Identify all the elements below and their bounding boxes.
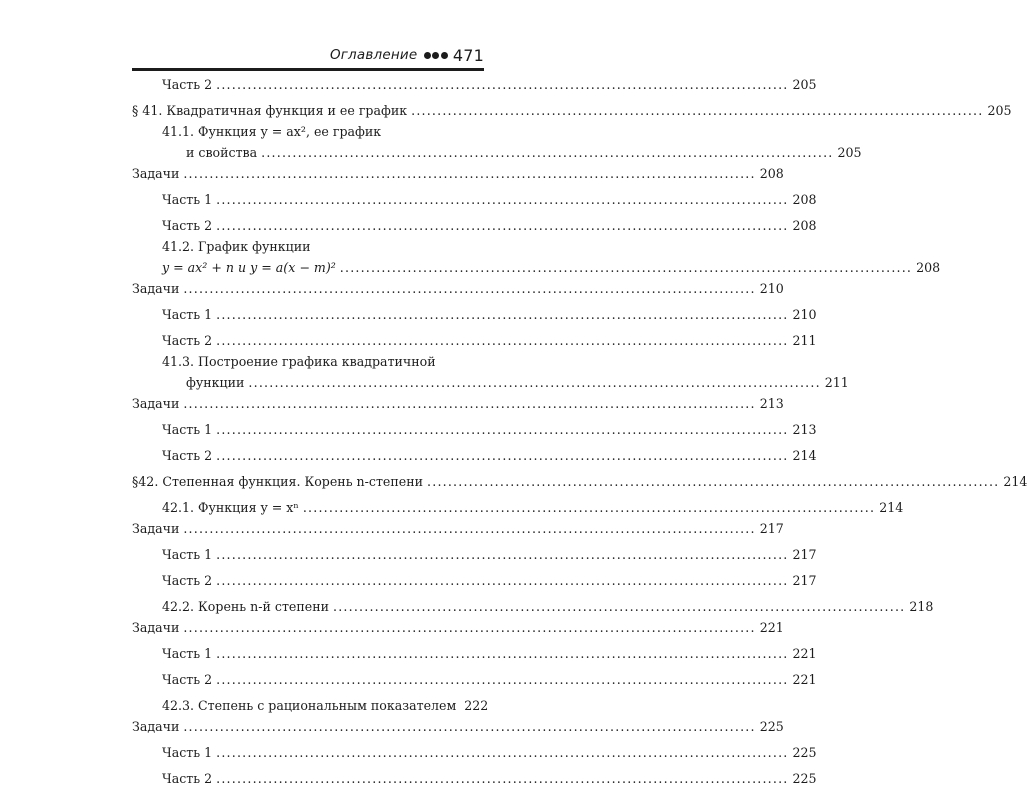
toc-entry[interactable] xyxy=(132,742,817,763)
toc-entry-page: 217 xyxy=(792,547,817,562)
dot-leader: .............................................................................................................. xyxy=(216,646,789,661)
toc-entry-page: 213 xyxy=(759,396,784,411)
toc-entry-page: 222 xyxy=(464,698,489,713)
dot-leader: .............................................................................................................. xyxy=(261,145,834,160)
toc-entry[interactable] xyxy=(132,518,784,539)
toc-entry-page: 210 xyxy=(792,307,817,322)
toc-entry-label: Часть 1 xyxy=(162,192,213,207)
dot-leader: .............................................................................................................. xyxy=(216,573,789,588)
toc-entry-label: Задачи xyxy=(132,620,180,635)
toc-entry[interactable] xyxy=(132,669,817,690)
toc-entry-page: 211 xyxy=(792,333,817,348)
toc-subsection-entry[interactable] xyxy=(132,497,904,518)
toc-section-entry[interactable] xyxy=(132,100,1012,121)
dot-leader: .............................................................................................................. xyxy=(216,672,789,687)
toc-entry[interactable] xyxy=(132,304,817,325)
dot-leader: .............................................................................................................. xyxy=(427,474,1000,489)
toc-entry-label: Часть 2 xyxy=(162,771,213,786)
dot-leader: .............................................................................................................. xyxy=(333,599,906,614)
toc-entry-label: Часть 2 xyxy=(162,672,213,687)
toc-entry-label: Часть 2 xyxy=(162,448,213,463)
toc-entry-page: 221 xyxy=(792,672,817,687)
running-header xyxy=(132,44,484,66)
toc-entry-label-cont: y = ax² + n и y = a(x − m)² xyxy=(162,260,336,275)
toc-entry[interactable] xyxy=(132,768,817,789)
toc-entry-page: 205 xyxy=(792,77,817,92)
dot-leader: .............................................................................................................. xyxy=(411,103,984,118)
toc-entry[interactable] xyxy=(132,716,784,737)
page-number: 471 xyxy=(452,45,484,65)
toc-entry-page: 217 xyxy=(759,521,784,536)
toc-entry-page: 217 xyxy=(792,573,817,588)
toc-entry-label: 42.3. Степень с рациональным показателем xyxy=(162,698,457,713)
toc-entry-label: Часть 1 xyxy=(162,422,213,437)
toc-entry[interactable] xyxy=(132,643,817,664)
toc-entry-label: Часть 1 xyxy=(162,307,213,322)
toc-entry-page: 208 xyxy=(916,260,941,275)
toc-entry-label-cont: и свойства xyxy=(186,145,258,160)
dot-leader: .............................................................................................................. xyxy=(302,500,876,515)
toc-entry-label: Часть 2 xyxy=(162,77,213,92)
toc-entry-label: §42. Степенная функция. Корень n-степени xyxy=(132,474,424,489)
toc-entry-page: 218 xyxy=(909,599,934,614)
dot-leader: .............................................................................................................. xyxy=(216,307,789,322)
toc-entry-page: 221 xyxy=(792,646,817,661)
toc-entry-page: 225 xyxy=(792,771,817,786)
dot-leader: .............................................................................................................. xyxy=(183,620,756,635)
dot-leader: .............................................................................................................. xyxy=(216,422,789,437)
toc-entry[interactable] xyxy=(132,617,784,638)
toc-entry-page: 225 xyxy=(759,719,784,734)
dot-leader: .............................................................................................................. xyxy=(183,166,756,181)
toc-entry-page: 205 xyxy=(837,145,862,160)
toc-entry-label: § 41. Квадратичная функция и ее график xyxy=(132,103,408,118)
toc-entry-page: 205 xyxy=(987,103,1012,118)
dot-leader: .............................................................................................................. xyxy=(183,719,756,734)
toc-entry[interactable] xyxy=(132,419,817,440)
toc-entry[interactable] xyxy=(132,393,784,414)
dot-leader: .............................................................................................................. xyxy=(248,375,821,390)
toc-entry-label: Часть 2 xyxy=(162,218,213,233)
table-of-contents xyxy=(132,74,1027,789)
toc-entry-label: Часть 2 xyxy=(162,333,213,348)
header-title: Оглавление xyxy=(329,47,418,63)
toc-entry-label: Задачи xyxy=(132,521,180,536)
toc-entry-page: 208 xyxy=(759,166,784,181)
toc-entry-label: Часть 1 xyxy=(162,646,213,661)
toc-entry-label: 42.2. Корень n-й степени xyxy=(162,599,330,614)
toc-entry[interactable] xyxy=(132,278,784,299)
header-rule xyxy=(132,68,484,71)
toc-entry-page: 225 xyxy=(792,745,817,760)
toc-entry[interactable] xyxy=(132,445,817,466)
toc-subsection-entry[interactable] xyxy=(132,351,849,393)
dot-leader: .............................................................................................................. xyxy=(339,260,913,275)
toc-entry[interactable] xyxy=(132,163,784,184)
dot-leader: .............................................................................................................. xyxy=(216,448,789,463)
toc-entry-page: 211 xyxy=(824,375,849,390)
toc-entry-label: Задачи xyxy=(132,719,180,734)
toc-entry[interactable] xyxy=(132,330,817,351)
toc-entry[interactable] xyxy=(132,570,817,591)
toc-entry-page: 214 xyxy=(792,448,817,463)
toc-entry[interactable] xyxy=(132,74,817,95)
toc-entry-label: Часть 1 xyxy=(162,547,213,562)
toc-entry-label: 41.2. График функции xyxy=(162,239,311,254)
toc-entry-page: 210 xyxy=(759,281,784,296)
toc-entry-label: 41.1. Функция y = ax², ее график xyxy=(162,124,382,139)
dot-leader: .............................................................................................................. xyxy=(183,281,756,296)
toc-entry-label: Задачи xyxy=(132,396,180,411)
toc-entry-label: Часть 1 xyxy=(162,745,213,760)
toc-subsection-entry[interactable] xyxy=(132,695,489,716)
toc-entry-label: 42.1. Функция y = xⁿ xyxy=(162,500,299,515)
dot-leader: .............................................................................................................. xyxy=(183,396,756,411)
toc-subsection-entry[interactable] xyxy=(132,121,862,163)
dot-leader: .............................................................................................................. xyxy=(216,218,789,233)
bullet-dots-icon xyxy=(422,52,448,59)
toc-entry-label: Часть 2 xyxy=(162,573,213,588)
toc-entry[interactable] xyxy=(132,544,817,565)
dot-leader: .............................................................................................................. xyxy=(216,77,789,92)
dot-leader: .............................................................................................................. xyxy=(216,745,789,760)
dot-leader: .............................................................................................................. xyxy=(216,771,789,786)
toc-entry-label: Задачи xyxy=(132,166,180,181)
toc-entry-page: 214 xyxy=(1003,474,1027,489)
toc-entry-page: 208 xyxy=(792,218,817,233)
toc-entry-label: 41.3. Построение графика квадратичной xyxy=(162,354,436,369)
toc-subsection-entry[interactable] xyxy=(132,236,941,278)
toc-entry-page: 221 xyxy=(759,620,784,635)
toc-entry-label-cont: функции xyxy=(186,375,245,390)
toc-entry-label: Задачи xyxy=(132,281,180,296)
toc-subsection-entry[interactable] xyxy=(132,596,934,617)
toc-section-entry[interactable] xyxy=(132,471,1027,492)
toc-entry-page: 214 xyxy=(879,500,904,515)
dot-leader: .............................................................................................................. xyxy=(216,192,789,207)
dot-leader: .............................................................................................................. xyxy=(183,521,756,536)
toc-entry[interactable] xyxy=(132,189,817,210)
toc-entry-page: 213 xyxy=(792,422,817,437)
toc-entry[interactable] xyxy=(132,215,817,236)
dot-leader: .............................................................................................................. xyxy=(216,547,789,562)
dot-leader: .............................................................................................................. xyxy=(216,333,789,348)
toc-entry-page: 208 xyxy=(792,192,817,207)
